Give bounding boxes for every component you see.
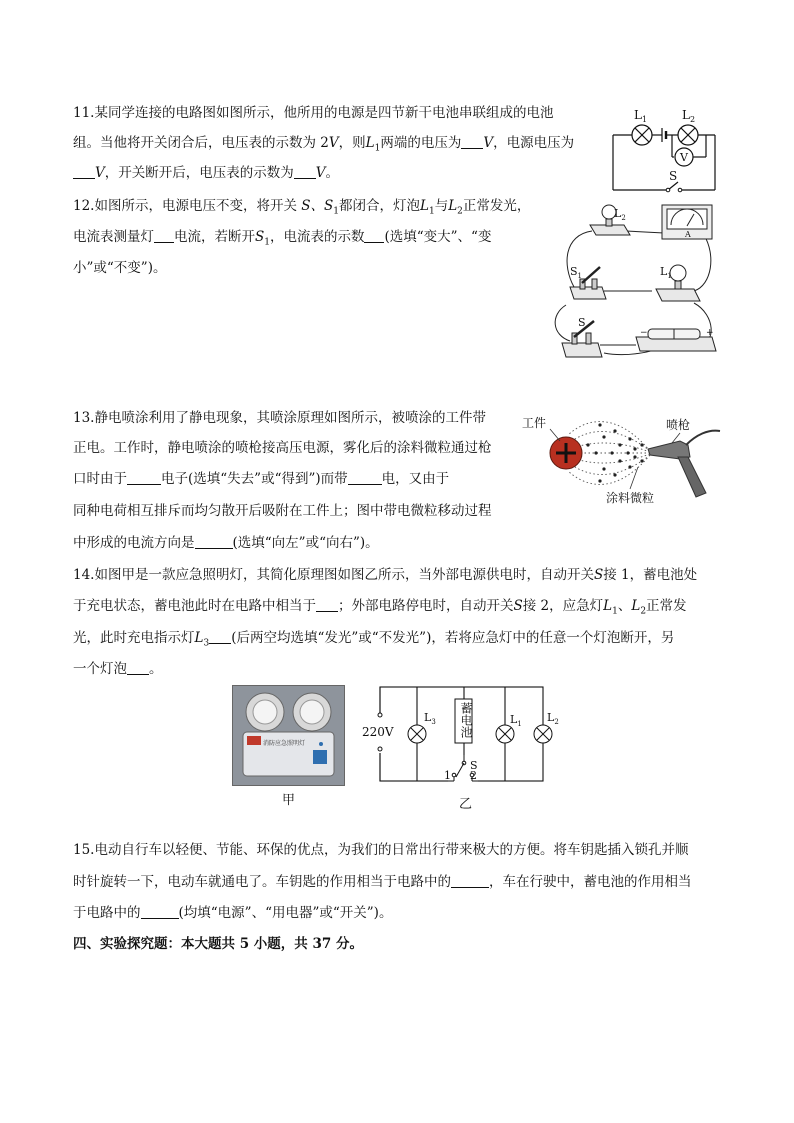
q12-sub-s1: 1 (264, 237, 270, 248)
q14-line-3 (73, 628, 674, 654)
q13-label-workpiece: 工件 (522, 416, 547, 430)
q15-text-3b: (均填“电源”、“用电器”或“开关”)。 (178, 905, 393, 921)
q14-blank-2[interactable] (209, 629, 231, 644)
q14-text-1a: 14.如图甲是一款应急照明灯，其简化原理图如图乙所示，当外部电源供电时，自动开关 (73, 567, 594, 583)
svg-text:L2 (547, 711, 559, 726)
q14-var-l2: L (631, 598, 641, 614)
q11-text-3b: ，开关断开后，电压表的示数为 (104, 165, 294, 181)
q12-var-l1: L (420, 198, 429, 214)
q11-unit-v4: V (315, 165, 326, 181)
q14-fig-l3: L (424, 711, 432, 724)
q14-fig-220v: 220V (362, 725, 394, 739)
q12-line-3 (73, 258, 166, 278)
q12-fig-l2-sub: 2 (621, 214, 626, 222)
q12-text-2c: ，电流表的示数 (269, 229, 365, 245)
q12-fig-l1-sub: 1 (667, 272, 672, 280)
q12-blank-1[interactable] (154, 228, 174, 243)
q11-text-2b: ，则 (338, 135, 366, 151)
q14-lamp-label: 消防应急照明灯 (263, 740, 306, 747)
q14-text-2b: ；外部电路停电时，自动开关 (338, 598, 514, 614)
q12-text-1d: 都闭合，灯泡 (339, 198, 420, 214)
q14-text-3a: 光，此时充电指示灯 (73, 630, 195, 646)
q14-sub-2: 2 (640, 606, 647, 617)
q14-fig-yi: 乙 (459, 797, 473, 812)
q13-workpiece (550, 437, 582, 469)
q12-text-3: 小”或“不变”)。 (73, 260, 167, 276)
q14-text-2e: 正常发 (646, 598, 687, 614)
q14-text-2d: 、 (617, 598, 632, 614)
q12-fig-s1-sub: 1 (577, 272, 583, 280)
q14-text-4b: 。 (149, 661, 163, 677)
q13-spray-gun (648, 431, 720, 497)
q14-fig-l3-sub: 3 (431, 718, 436, 726)
q13-text-3c: 电，又由于 (381, 471, 450, 487)
q11-unit-v3: V (95, 165, 105, 181)
q13-text-5b: (选填“向左”或“向右”)。 (232, 535, 379, 551)
q13-blank-3[interactable] (195, 534, 233, 549)
q14-text-1b: 接 1，蓄电池处 (603, 567, 698, 583)
q14-fig-l1: L (510, 713, 518, 726)
q12-fig-l2: L (614, 207, 622, 220)
q12-battery (636, 328, 716, 351)
q12-text-1b: S、S (301, 198, 334, 214)
q14-sub-1: 1 (612, 606, 618, 617)
q11-fig-l1-sub: 1 (641, 115, 648, 124)
q11-text-3c: 。 (325, 165, 339, 181)
q11-line-2 (73, 133, 574, 159)
q15-line-2 (73, 872, 692, 892)
q12-text-1a: 12.如图所示，电源电压不变，将开关 (73, 198, 302, 214)
q13-spray-figure (520, 405, 730, 510)
q13-text-3b: 电子(选填“失去”或“得到”)而带 (161, 471, 348, 487)
q15-blank-2[interactable] (141, 904, 179, 919)
q13-blank-1[interactable] (127, 470, 161, 485)
q14-fig-s: S (470, 759, 478, 772)
q11-blank-3[interactable] (294, 164, 316, 179)
q11-text-2d: ，电源电压为 (493, 135, 575, 151)
q13-line-1 (73, 408, 486, 428)
q11-text-1: 11.某同学连接的电路图如图所示，他所用的电源是四节新干电池串联组成的电池 (73, 105, 554, 121)
q13-text-2: 正电。工作时，静电喷涂的喷枪接高压电源，雾化后的涂料微粒通过枪 (73, 440, 492, 456)
q13-line-5 (73, 533, 379, 553)
q14-line-2 (73, 596, 687, 622)
q11-unit-v: V (328, 135, 339, 151)
q11-line-3 (73, 163, 339, 183)
q12-text-2a: 电流表测量灯 (73, 229, 154, 245)
q11-blank-2[interactable] (73, 164, 95, 179)
q14-battery-text: 蓄电池 (459, 702, 473, 738)
q12-text-1e: 与 (434, 198, 449, 214)
q14-fig-l2: L (547, 711, 555, 724)
q13-text-4: 同种电荷相互排斥而均匀散开后吸附在工件上；图中带电微粒移动过程 (73, 503, 492, 519)
q14-lamp-drawing (233, 686, 344, 785)
q13-text-5a: 中形成的电流方向是 (73, 535, 195, 551)
q14-line-1 (73, 565, 697, 585)
q14-fig-battery-label (456, 702, 473, 738)
q15-line-3 (73, 903, 392, 923)
q11-fig-l1: L (634, 108, 642, 122)
svg-text:L1 (510, 713, 522, 728)
q14-lamp-photo (232, 685, 345, 786)
q11-text-2a: 组。当他将开关闭合后，电压表的示数为 2 (73, 135, 329, 151)
q15-text-2b: ，车在行驶中，蓄电池的作用相当 (489, 874, 692, 890)
svg-text:L2 (614, 207, 626, 222)
q14-fig-n1: 1 (444, 769, 451, 782)
q11-circuit-diagram (608, 100, 720, 195)
q11-line-1 (73, 103, 553, 123)
q12-var-l2: L (448, 198, 458, 214)
q14-fig-l1-sub: 1 (517, 720, 522, 728)
q12-text-1f: 正常发光， (462, 198, 531, 214)
q12-text-2b: 电流，若断开 (174, 229, 255, 245)
svg-text:S1 (570, 265, 582, 280)
q13-line-3 (73, 469, 449, 489)
q13-label-gun: 喷枪 (666, 418, 691, 432)
q14-line-4 (73, 659, 163, 679)
svg-text:+: + (706, 328, 714, 338)
q11-text-2c: 两端的电压为 (380, 135, 462, 151)
section-4-heading: 四、实验探究题：本大题共 5 小题，共 37 分。 (73, 936, 363, 952)
q11-fig-voltmeter: V (680, 151, 688, 164)
svg-text:L3 (424, 711, 436, 726)
svg-text:L1 (660, 265, 672, 280)
q12-sub-2: 2 (457, 206, 463, 217)
q11-var-l1: L (365, 135, 375, 151)
q13-blank-2[interactable] (348, 470, 382, 485)
q14-fig-n2: 2 (470, 769, 477, 782)
q12-sub-1: 1 (428, 206, 435, 217)
q14-var-l3: L (194, 630, 204, 646)
q14-text-4a: 一个灯泡 (73, 661, 127, 677)
q13-line-2 (73, 438, 492, 458)
svg-text:−: − (640, 328, 648, 338)
q11-fig-l2-sub: 2 (689, 115, 696, 124)
q12-line-2 (73, 227, 491, 253)
q11-unit-v2: V (483, 135, 494, 151)
q14-var-l1: L (603, 598, 613, 614)
q12-text-1c: 1 (333, 206, 339, 217)
q12-fig-s: S (578, 316, 586, 329)
q12-fig-a: A (685, 230, 691, 239)
q12-fig-l1: L (660, 265, 668, 278)
svg-text:L2 (682, 108, 695, 124)
q14-var-s2: S (513, 598, 523, 614)
q14-sub-3: 3 (203, 638, 210, 649)
q12-fig-s1: S (570, 265, 578, 278)
q11-blank-1[interactable] (461, 134, 483, 149)
q13-text-1: 13.静电喷涂利用了静电现象，其喷涂原理如图所示，被喷涂的工件带 (73, 410, 486, 426)
q11-sub-1: 1 (374, 143, 381, 154)
q14-fig-jia: 甲 (282, 793, 296, 808)
q14-text-3b: (后两空均选填“发光”或“不发光”)，若将应急灯中的任意一个灯泡断开，另 (231, 630, 675, 646)
q13-label-particles: 涂料微粒 (606, 491, 655, 505)
q14-blank-1[interactable] (316, 597, 338, 612)
q11-fig-switch: S (669, 169, 678, 183)
q15-text-1: 15.电动自行车以轻便、节能、环保的优点，为我们的日常出行带来极大的方便。将车钥匙插入锁孔并顺 (73, 842, 689, 858)
q15-line-1 (73, 840, 688, 860)
q14-var-s: S (593, 567, 604, 583)
q12-circuit-figure (544, 195, 724, 373)
q15-text-2a: 时针旋转一下，电动车就通电了。车钥匙的作用相当于电路中的 (73, 874, 451, 890)
q12-line-1 (73, 196, 530, 222)
q15-blank-1[interactable] (451, 873, 489, 888)
q14-text-2c: 接 2，应急灯 (522, 598, 604, 614)
q12-ammeter (662, 205, 712, 239)
q12-var-s1: S (255, 229, 265, 245)
q11-fig-l2: L (682, 108, 690, 122)
q14-text-2a: 于充电状态，蓄电池此时在电路中相当于 (73, 598, 316, 614)
q13-text-3a: 口时由于 (73, 471, 127, 487)
q14-blank-3[interactable] (127, 660, 149, 675)
q13-line-4 (73, 501, 492, 521)
q12-blank-2[interactable] (364, 228, 384, 243)
q15-text-3a: 于电路中的 (73, 905, 141, 921)
svg-text:L1 (634, 108, 647, 124)
q14-fig-l2-sub: 2 (554, 718, 559, 726)
q12-text-2d: (选填“变大”、“变 (384, 229, 492, 245)
